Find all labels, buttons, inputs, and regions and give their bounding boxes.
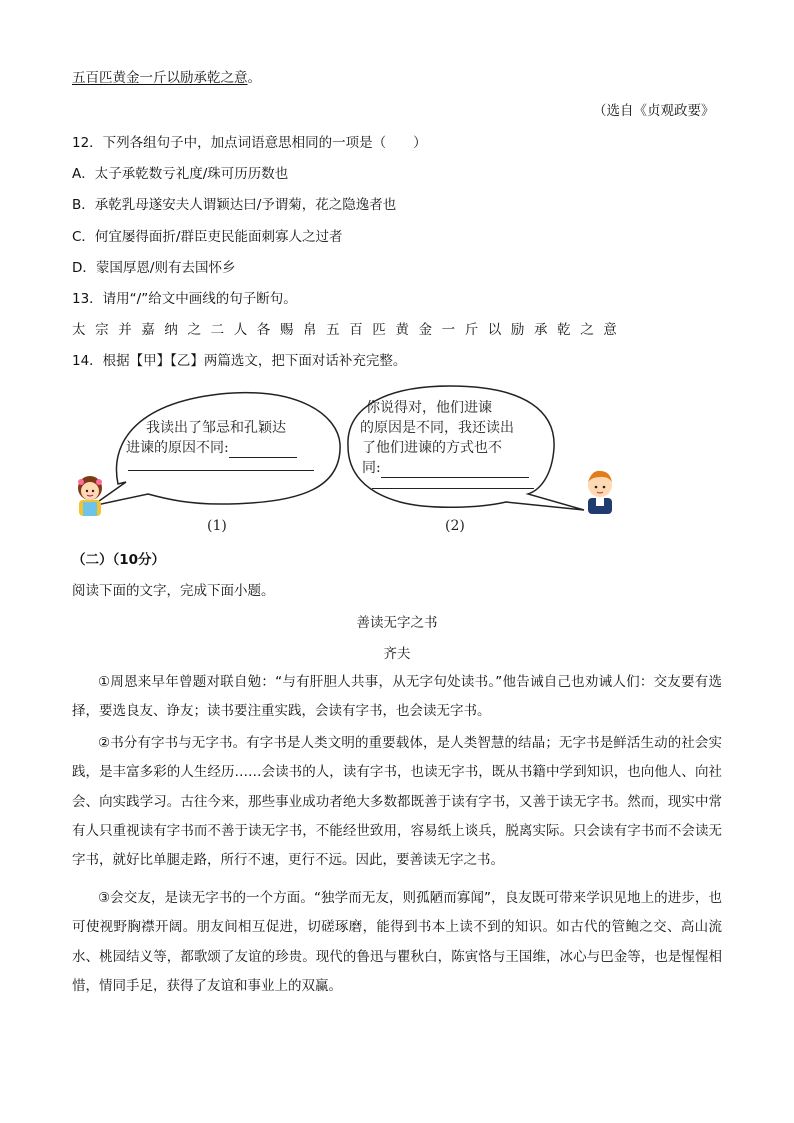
q13-stem: 13．请用“/”给文中画线的句子断句。 — [72, 291, 297, 307]
answer-blank-2b[interactable] — [372, 488, 534, 489]
bubble-2-line-4-wrap — [362, 458, 529, 478]
answer-blank-1a[interactable] — [229, 443, 297, 458]
bubble-2-line-3: 了他们进谏的方式也不 — [362, 440, 502, 456]
q14-stem: 14．根据【甲】【乙】两篇选文，把下面对话补充完整。 — [72, 353, 407, 369]
boy-avatar — [588, 471, 612, 514]
q12-stem: 12．下列各组句子中，加点词语意思相同的一项是（ ） — [72, 135, 427, 151]
paragraph-1: ①周恩来早年曾题对联自勉：“与有肝胆人共事，从无字句处读书。”他告诫自己也劝诫人们：交友要有选择，要选良友、诤友；读书要注重实践，会读有字书，也会读无字书。 — [72, 674, 722, 720]
section-heading: （二）（10分） — [72, 552, 166, 568]
paragraph-2: ②书分有字书与无字书。有字书是人类文明的重要载体，是人类智慧的结晶；无字书是鲜活生动的社会实践，是丰富多彩的人生经历……会读书的人，读有字书，也读无字书，既从书籍中学到知识，也向他人、向社会、向实践学习。古往今来，那些事业成功者绝大多数都既善于读有字书，又善于读无字书。然而，现实中常有人只重视读有字书而不善于读无字书，不能经世致用，容易纸上谈兵，脱离实际。只会读有字书而不会读无字书，就好比单腿走路，所行不速，更行不远。因此，要善读无字之书。 — [72, 735, 722, 869]
bubble-1-label: (1) — [207, 518, 227, 534]
q12-option-d[interactable]: D．蒙国厚恩/则有去国怀乡 — [72, 260, 236, 276]
bubble-1-line-2-wrap — [126, 438, 297, 458]
q13-sentence: 太宗并嘉纳之二人各赐帛五百匹黄金一斤以励承乾之意 — [72, 322, 627, 338]
q12-option-a[interactable]: A．太子承乾数亏礼度/珠可历历数也 — [72, 166, 289, 182]
article-author: 齐夫 — [383, 646, 411, 662]
answer-blank-2a[interactable] — [381, 463, 529, 478]
source-citation: （选自《贞观政要》 — [593, 103, 715, 119]
paragraph-3: ③会交友，是读无字书的一个方面。“独学而无友，则孤陋而寡闻”，良友既可带来学识见地上的进步，也可使视野胸襟开阔。朋友间相互促进，切磋琢磨，能得到书本上读不到的知识。如古代的管鲍之交、高山流水、桃园结义等，都歌颂了友谊的珍贵。现代的鲁迅与瞿秋白，陈寅恪与王国维，冰心与巴金等，也是惺惺相惜，情同手足，获得了友谊和事业上的双赢。 — [72, 890, 722, 994]
bubble-1-line-2: 进谏的原因不同: — [126, 440, 229, 456]
underlined-sentence: 五百匹黄金一斤以励承乾之意 — [72, 70, 248, 86]
girl-avatar — [78, 476, 102, 516]
section-instruction: 阅读下面的文字，完成下面小题。 — [72, 583, 275, 599]
bubble-2-line-2: 的原因是不同，我还读出 — [360, 420, 514, 436]
bubble-2-line-1: 你说得对，他们进谏 — [366, 400, 492, 416]
answer-blank-1b[interactable] — [128, 470, 314, 471]
bubble-1-line-1: 我读出了邹忌和孔颖达 — [146, 420, 286, 436]
article-title: 善读无字之书 — [356, 615, 438, 631]
bubble-2-label: (2) — [445, 518, 465, 534]
continued-line — [72, 66, 261, 86]
bubble-2-line-4: 同: — [362, 460, 381, 476]
continued-end: 。 — [247, 70, 261, 86]
q12-option-b[interactable]: B．承乾乳母遂安夫人谓颖达曰/予谓菊，花之隐逸者也 — [72, 197, 397, 213]
q12-option-c[interactable]: C．何宜屡得面折/群臣吏民能面刺寡人之过者 — [72, 229, 343, 245]
